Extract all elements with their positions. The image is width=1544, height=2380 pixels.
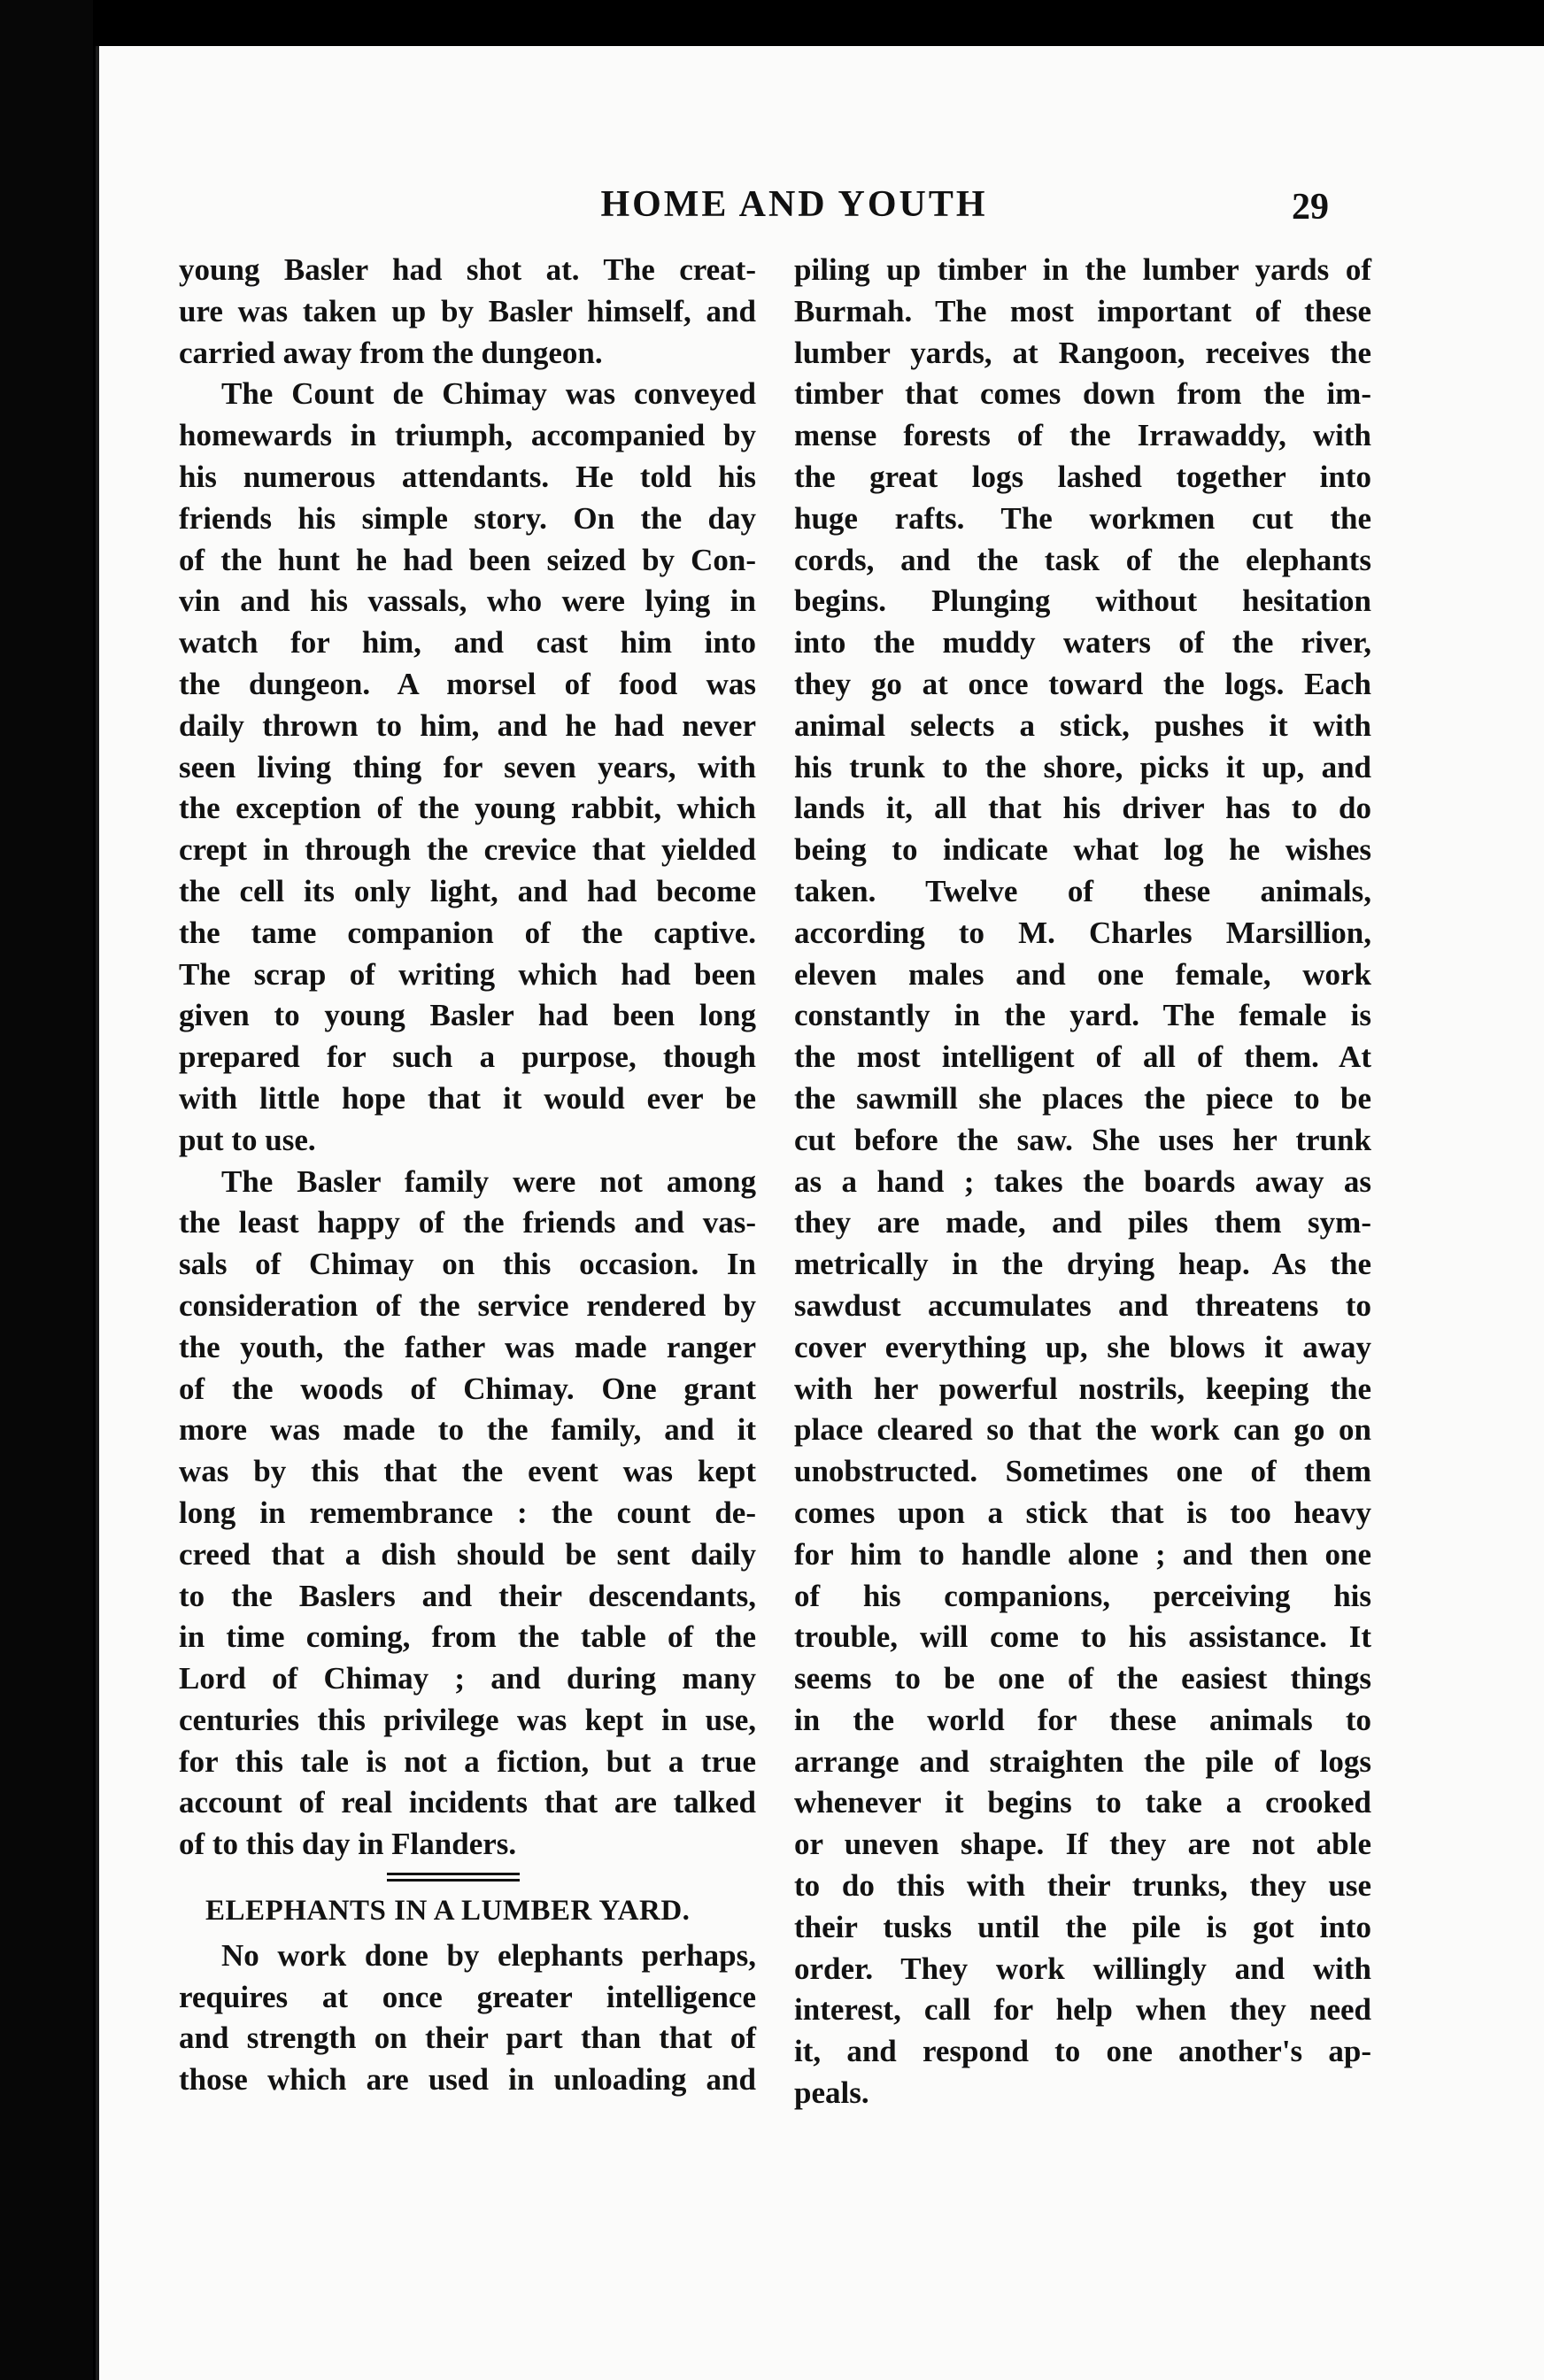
text-line: requires at once greater intelligence xyxy=(179,1979,756,2014)
text-line: prepared for such a purpose, though xyxy=(179,1039,756,1075)
text-line: consideration of the service rendered by xyxy=(179,1287,756,1323)
text-line: No work done by elephants perhaps, xyxy=(221,1937,756,1973)
text-line: the tame companion of the captive. xyxy=(179,915,756,950)
text-line: lands it, all that his driver has to do xyxy=(794,791,1371,826)
text-line: for this tale is not a fiction, but a true xyxy=(179,1743,756,1779)
text-line: mense forests of the Irrawaddy, with xyxy=(794,418,1371,453)
text-line: being to indicate what log he wishes xyxy=(794,832,1371,868)
text-line: of his companions, perceiving his xyxy=(794,1578,1371,1613)
text-line: in time coming, from the table of the xyxy=(179,1619,756,1655)
text-line: they go at once toward the logs. Each xyxy=(794,666,1371,701)
text-line: as a hand ; takes the boards away as xyxy=(794,1163,1371,1199)
text-line: of the woods of Chimay. One grant xyxy=(179,1371,756,1406)
text-line: or uneven shape. If they are not able xyxy=(794,1827,1371,1862)
text-line: interest, call for help when they need xyxy=(794,1992,1371,2028)
paragraph xyxy=(794,250,1371,2114)
text-line: put to use. xyxy=(179,1122,316,1157)
text-line: cut before the saw. She uses her trunk xyxy=(794,1122,1371,1157)
paragraph xyxy=(179,374,756,1161)
text-line: to do this with their trunks, they use xyxy=(794,1868,1371,1904)
text-line: to the Baslers and their descendants, xyxy=(179,1578,756,1613)
section-divider xyxy=(387,1873,520,1882)
text-line: animal selects a stick, pushes it with xyxy=(794,707,1371,743)
text-line: the dungeon. A morsel of food was xyxy=(179,666,756,701)
text-line: order. They work willingly and with xyxy=(794,1951,1371,1986)
text-line: it, and respond to one another's ap- xyxy=(794,2034,1371,2069)
section-heading: ELEPHANTS IN A LUMBER YARD. xyxy=(205,1895,691,1928)
text-line: with her powerful nostrils, keeping the xyxy=(794,1371,1371,1406)
text-line: long in remembrance : the count de- xyxy=(179,1495,756,1530)
left-column xyxy=(179,250,756,2101)
text-line: his trunk to the shore, picks it up, and xyxy=(794,749,1371,784)
text-line: The Basler family were not among xyxy=(221,1163,756,1199)
text-line: begins. Plunging without hesitation xyxy=(794,583,1371,619)
text-line: The scrap of writing which had been xyxy=(179,956,756,992)
text-line: with little hope that it would ever be xyxy=(179,1080,756,1116)
text-line: peals. xyxy=(794,2075,869,2111)
text-line: timber that comes down from the im- xyxy=(794,376,1371,412)
book-page xyxy=(96,46,1544,2380)
text-line: ure was taken up by Basler himself, and xyxy=(179,293,756,328)
text-line: Lord of Chimay ; and during many xyxy=(179,1661,756,1696)
text-line: eleven males and one female, work xyxy=(794,956,1371,992)
text-line: given to young Basler had been long xyxy=(179,998,756,1033)
text-line: homewards in triumph, accompanied by xyxy=(179,418,756,453)
text-line: huge rafts. The workmen cut the xyxy=(794,500,1371,536)
text-line: account of real incidents that are talked xyxy=(179,1785,756,1820)
text-line: crept in through the crevice that yielded xyxy=(179,832,756,868)
text-line: and strength on their part than that of xyxy=(179,2021,756,2056)
text-line: lumber yards, at Rangoon, receives the xyxy=(794,335,1371,370)
running-header: HOME AND YOUTH xyxy=(600,184,988,225)
text-line: carried away from the dungeon. xyxy=(179,335,603,370)
text-line: arrange and straighten the pile of logs xyxy=(794,1743,1371,1779)
text-line: taken. Twelve of these animals, xyxy=(794,873,1371,908)
text-line: according to M. Charles Marsillion, xyxy=(794,915,1371,950)
text-line: metrically in the drying heap. As the xyxy=(794,1247,1371,1282)
text-line: more was made to the family, and it xyxy=(179,1412,756,1448)
text-line: for him to handle alone ; and then one xyxy=(794,1536,1371,1572)
text-line: in the world for these animals to xyxy=(794,1702,1371,1737)
text-line: the least happy of the friends and vas- xyxy=(179,1205,756,1240)
paragraph xyxy=(179,1162,756,1866)
text-line: sals of Chimay on this occasion. In xyxy=(179,1247,756,1282)
text-line: creed that a dish should be sent daily xyxy=(179,1536,756,1572)
text-line: centuries this privilege was kept in use, xyxy=(179,1702,756,1737)
text-line: constantly in the yard. The female is xyxy=(794,998,1371,1033)
text-line: Burmah. The most important of these xyxy=(794,293,1371,328)
text-line: watch for him, and cast him into xyxy=(179,625,756,661)
text-line: cords, and the task of the elephants xyxy=(794,542,1371,577)
text-line: piling up timber in the lumber yards of xyxy=(794,252,1371,287)
scan-top-border xyxy=(0,0,1544,46)
text-line: unobstructed. Sometimes one of them xyxy=(794,1454,1371,1489)
page-number: 29 xyxy=(1292,187,1329,228)
text-line: those which are used in unloading and xyxy=(179,2062,756,2098)
text-line: of the hunt he had been seized by Con- xyxy=(179,542,756,577)
text-line: into the muddy waters of the river, xyxy=(794,625,1371,661)
text-line: trouble, will come to his assistance. It xyxy=(794,1619,1371,1655)
text-line: his numerous attendants. He told his xyxy=(179,459,756,494)
text-line: sawdust accumulates and threatens to xyxy=(794,1287,1371,1323)
text-line: seems to be one of the easiest things xyxy=(794,1661,1371,1696)
scan-left-border xyxy=(0,0,93,2380)
right-column xyxy=(794,250,1371,2114)
text-line: friends his simple story. On the day xyxy=(179,500,756,536)
paragraph xyxy=(179,250,756,374)
text-line: comes upon a stick that is too heavy xyxy=(794,1495,1371,1530)
text-line: the cell its only light, and had become xyxy=(179,873,756,908)
text-line: vin and his vassals, who were lying in xyxy=(179,583,756,619)
text-line: the most intelligent of all of them. At xyxy=(794,1039,1371,1075)
text-line: young Basler had shot at. The creat- xyxy=(179,252,756,287)
text-line: their tusks until the pile is got into xyxy=(794,1909,1371,1944)
text-line: was by this that the event was kept xyxy=(179,1454,756,1489)
text-line: they are made, and piles them sym- xyxy=(794,1205,1371,1240)
text-line: The Count de Chimay was conveyed xyxy=(221,376,756,412)
text-line: place cleared so that the work can go on xyxy=(794,1412,1371,1448)
text-line: the great logs lashed together into xyxy=(794,459,1371,494)
text-line: whenever it begins to take a crooked xyxy=(794,1785,1371,1820)
text-line: the youth, the father was made ranger xyxy=(179,1329,756,1364)
text-line: the sawmill she places the piece to be xyxy=(794,1080,1371,1116)
paragraph xyxy=(179,1936,756,2101)
text-line: the exception of the young rabbit, which xyxy=(179,791,756,826)
text-line: cover everything up, she blows it away xyxy=(794,1329,1371,1364)
text-line: of to this day in Flanders. xyxy=(179,1827,517,1862)
text-line: daily thrown to him, and he had never xyxy=(179,707,756,743)
text-line: seen living thing for seven years, with xyxy=(179,749,756,784)
